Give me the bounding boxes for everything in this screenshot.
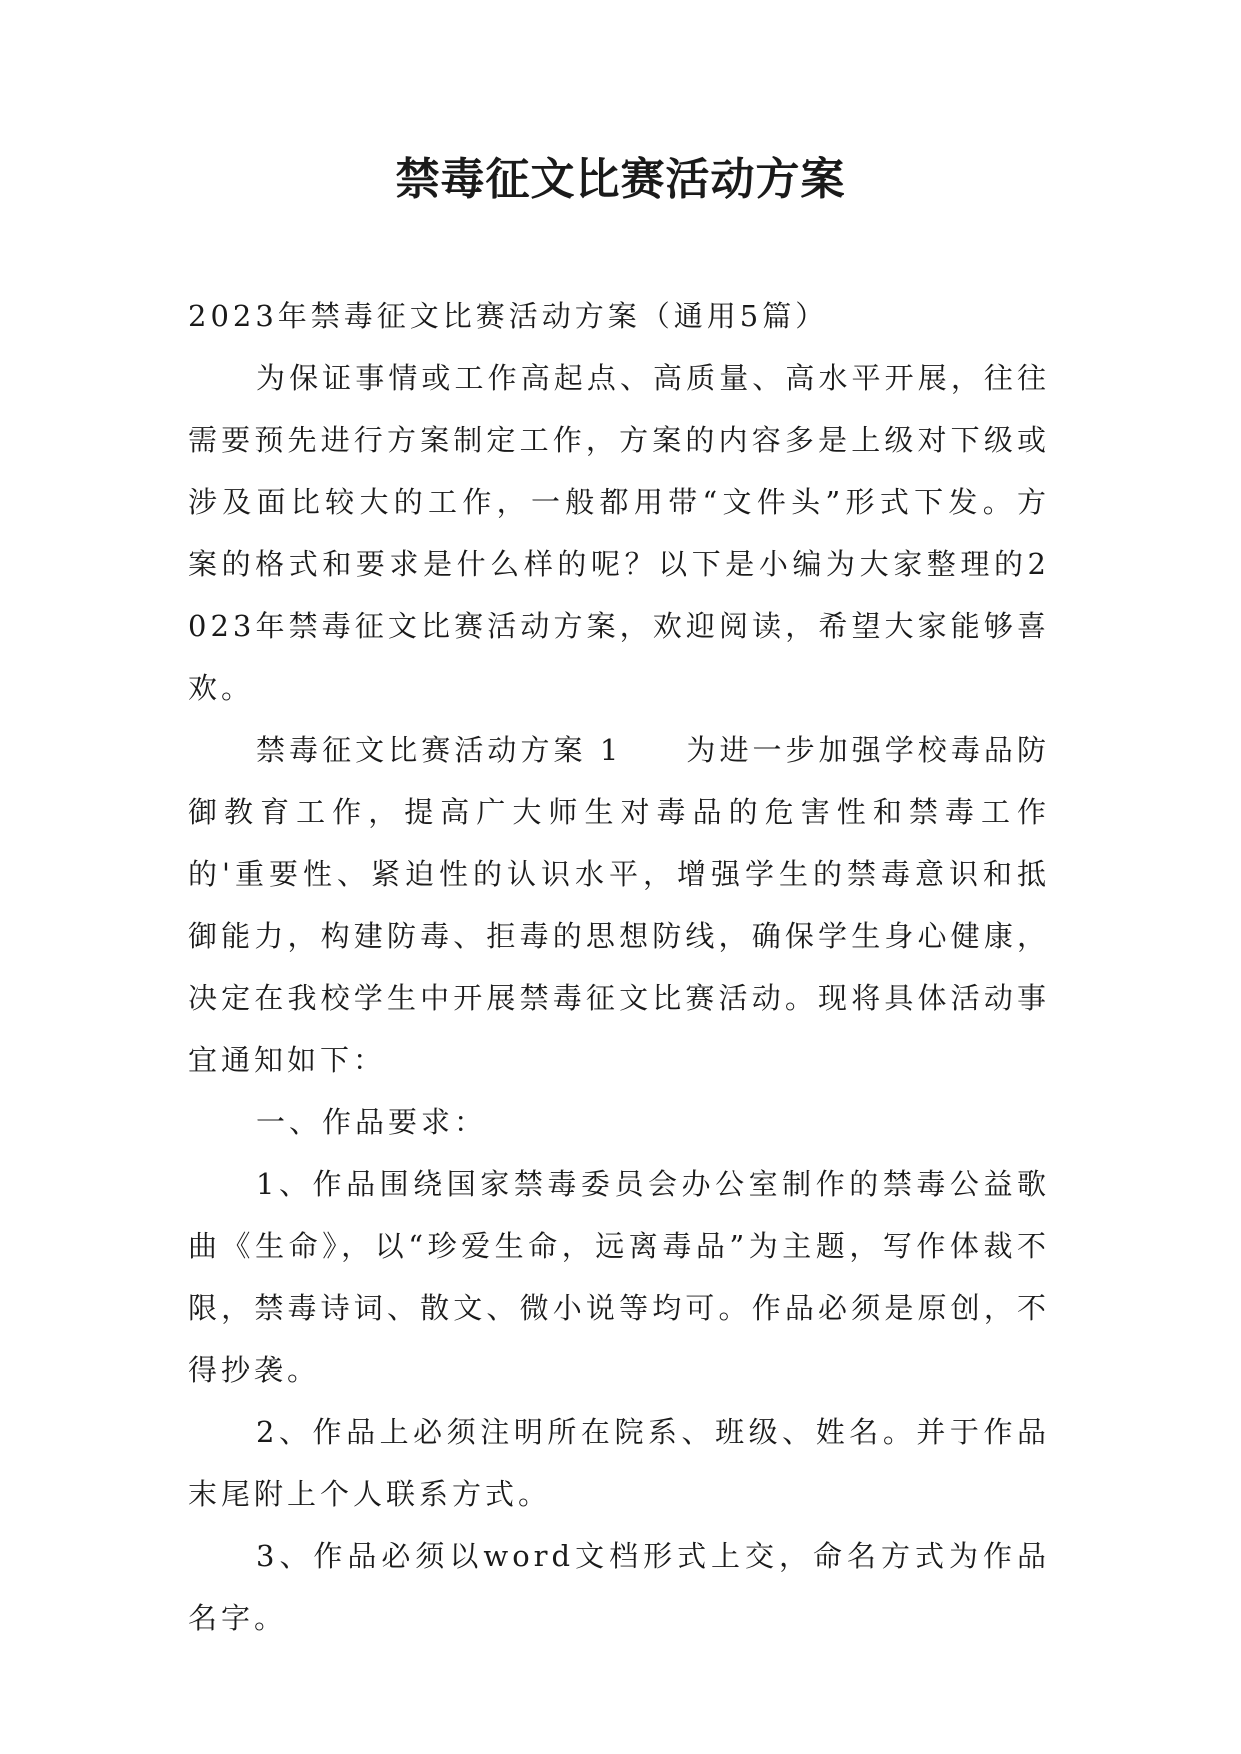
section-1-heading: 禁毒征文比赛活动方案 1 bbox=[256, 733, 623, 767]
document-body bbox=[188, 285, 1050, 1649]
requirement-item-3: 3、作品必须以word文档形式上交，命名方式为作品名字。 bbox=[188, 1539, 1050, 1635]
section-1-paragraph bbox=[188, 719, 1050, 1091]
requirements-heading: 一、作品要求： bbox=[256, 1105, 488, 1139]
document-title: 禁毒征文比赛活动方案 bbox=[395, 154, 846, 205]
section-1-body: 为进一步加强学校毒品防御教育工作，提高广大师生对毒品的危害性和禁毒工作的'重要性、紧迫性的认识水平，增强学生的禁毒意识和抵御能力，构建防毒、拒毒的思想防线，确保学生身心健康，决定在我校学生中开展禁毒征文比赛活动。现将具体活动事宜通知如下： bbox=[188, 733, 1050, 1077]
requirement-item-2: 2、作品上必须注明所在院系、班级、姓名。并于作品末尾附上个人联系方式。 bbox=[188, 1415, 1050, 1511]
requirement-item-1: 1、作品围绕国家禁毒委员会办公室制作的禁毒公益歌曲《生命》，以“珍爱生命，远离毒品”为主题，写作体裁不限，禁毒诗词、散文、微小说等均可。作品必须是原创，不得抄袭。 bbox=[188, 1167, 1050, 1387]
intro-paragraph: 为保证事情或工作高起点、高质量、高水平开展，往往需要预先进行方案制定工作，方案的内容多是上级对下级或涉及面比较大的工作，一般都用带“文件头”形式下发。方案的格式和要求是什么样的呢？以下是小编为大家整理的2023年禁毒征文比赛活动方案，欢迎阅读，希望大家能够喜欢。 bbox=[188, 361, 1050, 705]
document-subtitle: 2023年禁毒征文比赛活动方案（通用5篇） bbox=[188, 299, 829, 333]
